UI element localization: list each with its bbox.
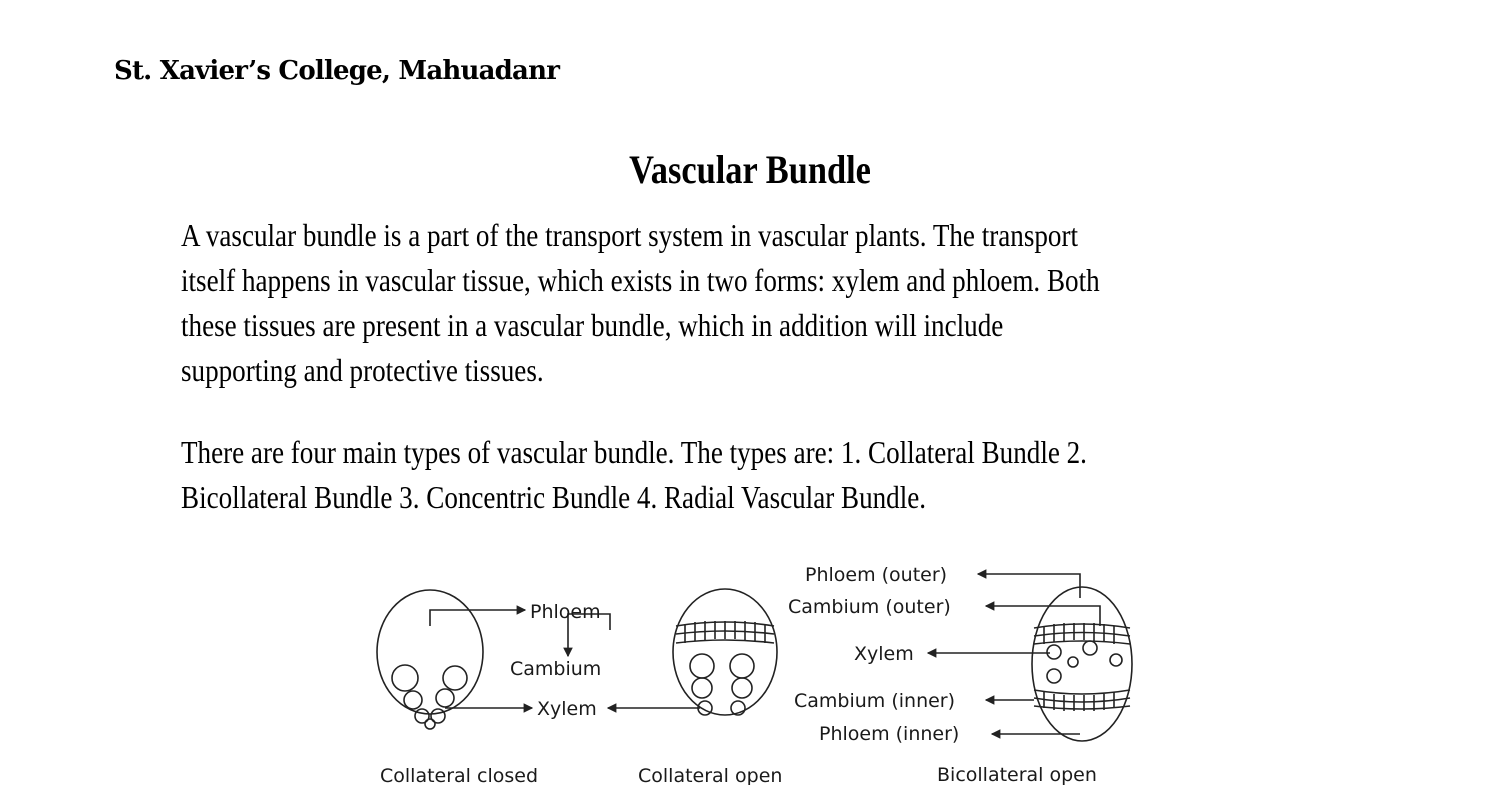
paragraph-line: these tissues are present in a vascular bundle, which in addition will include [181,308,1004,343]
caption-collateral-closed: Collateral closed [380,765,539,785]
label-cambium-inner: Cambium (inner) [794,690,956,712]
college-name: St. Xavier’s College, Mahuadanr [114,56,560,86]
collateral-open-bundle [673,589,777,715]
caption-bicollateral-open: Bicollateral open [937,764,1097,785]
types-paragraph [181,430,1170,520]
label-phloem-outer: Phloem (outer) [805,564,948,586]
label-cambium-outer: Cambium (outer) [788,596,951,618]
paragraph-line: Bicollateral Bundle 3. Concentric Bundle 4. Radial Vascular Bundle. [181,480,927,515]
caption-collateral-open: Collateral open [638,765,783,785]
label-xylem: Xylem [537,698,597,720]
label-cambium: Cambium [510,658,602,680]
intro-paragraph [181,213,1170,393]
paragraph-line: There are four main types of vascular bundle. The types are: 1. Collateral Bundle 2. [181,435,1087,470]
paragraph-line: supporting and protective tissues. [181,353,544,388]
label-phloem: Phloem [530,601,601,623]
label-phloem-inner: Phloem (inner) [819,723,960,745]
page-title: Vascular Bundle [629,147,871,192]
label-xylem-right: Xylem [854,643,914,665]
paragraph-line: itself happens in vascular tissue, which exists in two forms: xylem and phloem. Both [181,263,1100,298]
bicollateral-open-bundle [1032,587,1132,741]
vascular-bundle-figure [360,548,1160,785]
paragraph-line: A vascular bundle is a part of the transport system in vascular plants. The transport [181,218,1079,253]
vascular-bundle-diagram [360,548,1160,785]
collateral-closed-bundle [377,590,483,714]
